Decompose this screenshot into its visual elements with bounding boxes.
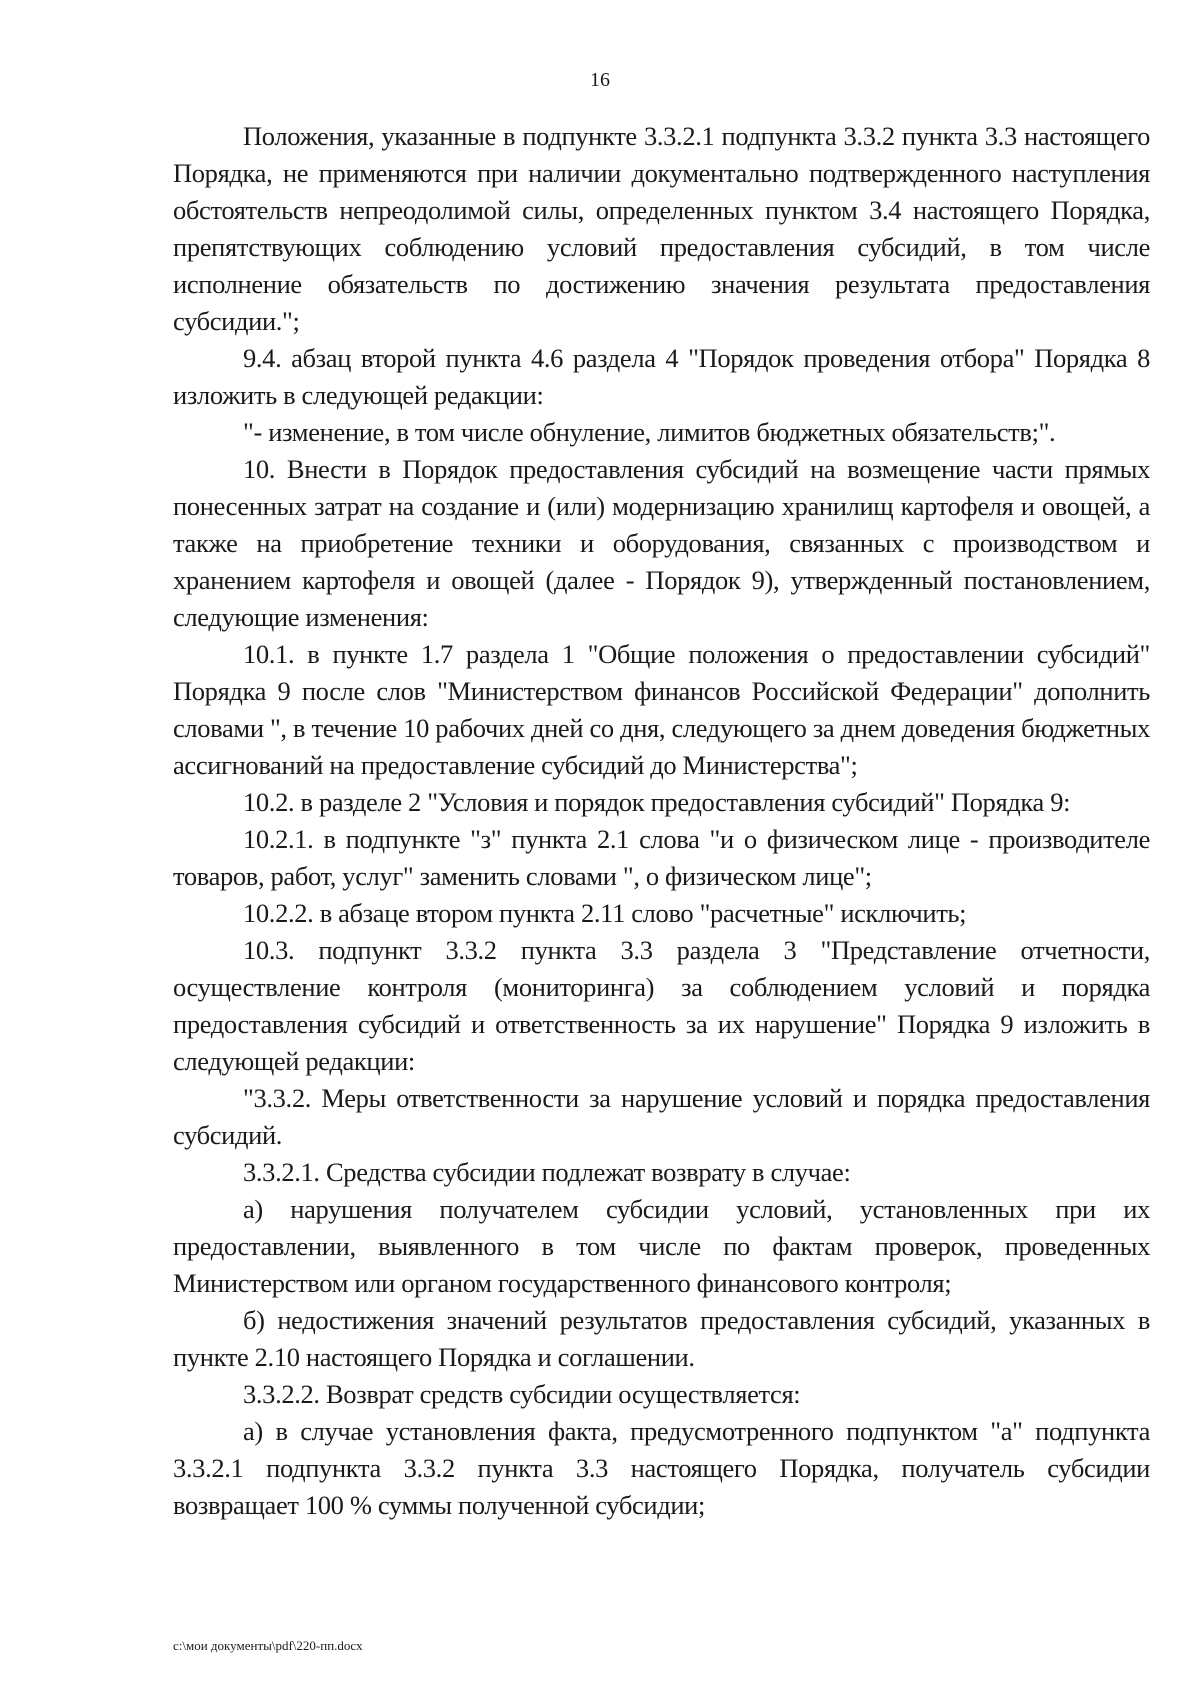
paragraph: "3.3.2. Меры ответственности за нарушение условий и порядка предоставления субсидий.: [173, 1083, 1150, 1150]
paragraph: а) в случае установления факта, предусмотренного подпунктом "а" подпункта 3.3.2.1 подпункта 3.3.2 пункта 3.3 настоящего Порядка, получатель субсидии возвращает 100 % суммы полученной субсидии;: [173, 1416, 1150, 1520]
paragraph: 10.2.2. в абзаце втором пункта 2.11 слово "расчетные" исключить;: [243, 898, 967, 928]
paragraph: 10.2.1. в подпункте "з" пункта 2.1 слова "и о физическом лице - производителе товаров, работ, услуг" заменить словами ", о физическом лице";: [173, 824, 1150, 891]
paragraph: б) недостижения значений результатов предоставления субсидий, указанных в пункте 2.10 настоящего Порядка и соглашении.: [173, 1305, 1150, 1372]
paragraph: 3.3.2.1. Средства субсидии подлежат возврату в случае:: [243, 1157, 851, 1187]
paragraph: 10.3. подпункт 3.3.2 пункта 3.3 раздела 3 "Представление отчетности, осуществление контроля (мониторинга) за соблюдением условий и порядка предоставления субсидий и ответственность за их нарушение" Порядка 9 изложить в следующей редакции:: [173, 935, 1150, 1076]
document-body: [173, 118, 1150, 1524]
paragraph: а) нарушения получателем субсидии условий, установленных при их предоставлении, выявленного в том числе по фактам проверок, проведенных Министерством или органом государственного финансового контроля;: [173, 1194, 1150, 1298]
paragraph: "- изменение, в том числе обнуление, лимитов бюджетных обязательств;".: [243, 417, 1056, 447]
paragraph: Положения, указанные в подпункте 3.3.2.1 подпункта 3.3.2 пункта 3.3 настоящего Порядка, не применяются при наличии документально подтвержденного наступления обстоятельств непреодолимой силы, определенных пунктом 3.4 настоящего Порядка, препятствующих соблюдению условий предоставления субсидий, в том числе исполнение обязательств по достижению значения результата предоставления субсидии.";: [173, 121, 1150, 336]
paragraph: 10.2. в разделе 2 "Условия и порядок предоставления субсидий" Порядка 9:: [243, 787, 1071, 817]
paragraph: 10.1. в пункте 1.7 раздела 1 "Общие положения о предоставлении субсидий" Порядка 9 после слов "Министерством финансов Российской Федерации" дополнить словами ", в течение 10 рабочих дней со дня, следующего за днем доведения бюджетных ассигнований на предоставление субсидий до Министерства";: [173, 639, 1150, 780]
paragraph: 10. Внести в Порядок предоставления субсидий на возмещение части прямых понесенных затрат на создание и (или) модернизацию хранилищ картофеля и овощей, а также на приобретение техники и оборудования, связанных с производством и хранением картофеля и овощей (далее - Порядок 9), утвержденный постановлением, следующие изменения:: [173, 454, 1150, 632]
footer-file-path: c:\мои документы\pdf\220-пп.docx: [173, 1638, 363, 1653]
page-number: 16: [590, 69, 610, 91]
paragraph: 3.3.2.2. Возврат средств субсидии осуществляется:: [243, 1379, 801, 1409]
paragraph: 9.4. абзац второй пункта 4.6 раздела 4 "Порядок проведения отбора" Порядка 8 изложить в следующей редакции:: [173, 343, 1150, 410]
